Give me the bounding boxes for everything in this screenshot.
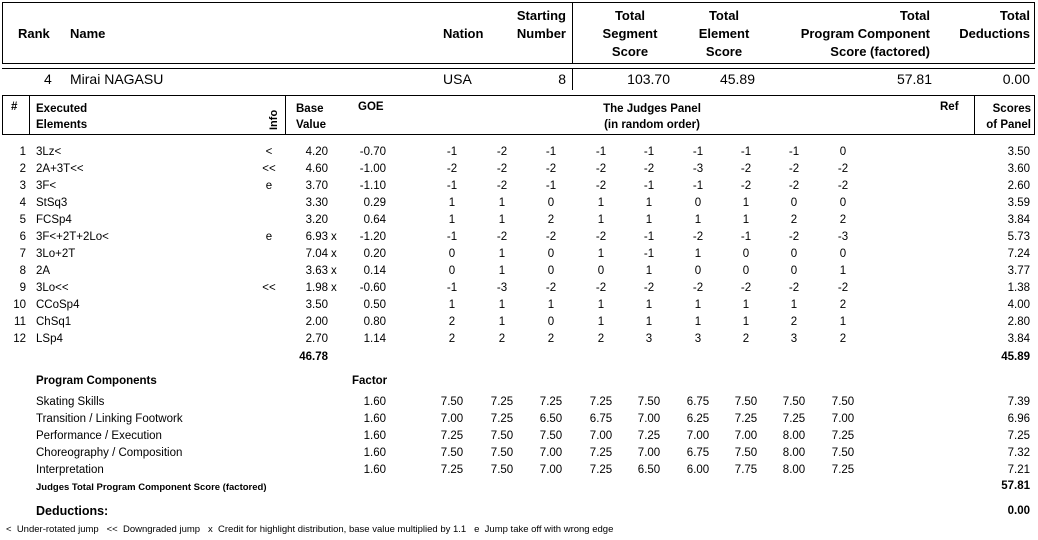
component-judge-score: 7.25 (490, 413, 514, 425)
component-judge-score: 7.00 (831, 413, 855, 425)
element-judge-score: -3 (837, 231, 849, 243)
element-judge-score: -2 (837, 180, 849, 192)
component-judge-score: 7.50 (440, 396, 464, 408)
element-panel-score: 3.84 (1007, 333, 1030, 345)
components-title: Program Components (36, 375, 157, 387)
component-judge-score: 8.00 (782, 464, 806, 476)
element-judge-score: 0 (547, 197, 555, 209)
element-judge-score: -2 (595, 282, 607, 294)
header-starting-number: Starting Number (516, 8, 566, 41)
component-judge-score: 7.00 (734, 430, 758, 442)
element-judge-score: 0 (547, 316, 555, 328)
element-name: 3Lo<< (36, 282, 69, 294)
component-name: Performance / Execution (36, 430, 162, 442)
element-judge-score: 1 (547, 299, 555, 311)
skater-nation: USA (443, 71, 472, 87)
element-judge-score: 0 (694, 265, 702, 277)
component-judge-score: 7.25 (831, 464, 855, 476)
element-panel-score: 3.77 (1007, 265, 1030, 277)
component-name: Interpretation (36, 464, 104, 476)
component-judge-score: 7.25 (831, 430, 855, 442)
element-panel-score: 1.38 (1007, 282, 1030, 294)
element-judge-score: -2 (496, 146, 508, 158)
component-panel-score: 7.25 (1007, 430, 1030, 442)
elements-total-scores: 45.89 (1001, 351, 1030, 363)
element-judge-score: 2 (790, 316, 798, 328)
element-judge-score: 0 (790, 265, 798, 277)
element-judge-score: 0 (448, 248, 456, 260)
element-base-value: 3.63 (305, 265, 328, 277)
element-judge-score: 3 (790, 333, 798, 345)
pcs-total-label: Judges Total Program Component Score (factored) (36, 482, 267, 493)
element-goe: -0.60 (359, 282, 386, 294)
element-judge-score: -2 (643, 163, 655, 175)
element-goe: 1.14 (363, 333, 386, 345)
element-judge-score: 3 (645, 333, 653, 345)
element-base-value: 6.93 (305, 231, 328, 243)
element-info: << (262, 282, 276, 294)
element-name: 2A+3T<< (36, 163, 84, 175)
element-base-value: 3.20 (305, 214, 328, 226)
element-judge-score: 2 (547, 333, 555, 345)
component-judge-score: 8.00 (782, 430, 806, 442)
element-judge-score: -1 (643, 180, 655, 192)
element-judge-score: 1 (597, 316, 605, 328)
element-judge-score: 1 (498, 248, 506, 260)
element-base-value: 7.04 (305, 248, 328, 260)
element-number: 4 (19, 197, 26, 209)
element-judge-score: 1 (448, 299, 456, 311)
element-base-value: 2.70 (305, 333, 328, 345)
eh-div-2 (285, 95, 286, 135)
element-number: 2 (19, 163, 26, 175)
element-judge-score: -2 (788, 282, 800, 294)
element-judge-score: 1 (498, 316, 506, 328)
component-judge-score: 7.25 (589, 464, 613, 476)
component-factor: 1.60 (363, 447, 386, 459)
element-number: 8 (19, 265, 26, 277)
deductions-value: 0.00 (1007, 505, 1030, 517)
component-judge-score: 6.75 (589, 413, 613, 425)
element-goe: 0.64 (363, 214, 386, 226)
component-panel-score: 7.39 (1007, 396, 1030, 408)
component-judge-score: 7.50 (734, 447, 758, 459)
eh-div-1 (29, 95, 30, 135)
element-judge-score: 3 (694, 333, 702, 345)
element-judge-score: -1 (788, 146, 800, 158)
element-judge-score: -2 (788, 231, 800, 243)
element-judge-score: 0 (694, 197, 702, 209)
component-judge-score: 7.25 (440, 464, 464, 476)
element-name: 2A (36, 265, 51, 277)
component-judge-score: 6.75 (686, 447, 710, 459)
element-judge-score: -1 (545, 180, 557, 192)
element-judge-score: -2 (595, 163, 607, 175)
element-panel-score: 3.59 (1007, 197, 1030, 209)
component-judge-score: 7.50 (440, 447, 464, 459)
element-judge-score: 0 (448, 265, 456, 277)
skater-tss: 103.70 (627, 71, 670, 87)
element-judge-score: 1 (839, 265, 847, 277)
skater-row-divider (572, 68, 573, 90)
element-judge-score: -2 (496, 163, 508, 175)
element-judge-score: -1 (692, 180, 704, 192)
skater-deductions: 0.00 (1002, 71, 1030, 87)
element-name: 3Lz< (36, 146, 62, 158)
element-judge-score: -2 (788, 180, 800, 192)
element-bonus-flag: x (331, 265, 337, 277)
component-name: Transition / Linking Footwork (36, 413, 183, 425)
skater-starting-number: 8 (558, 71, 566, 87)
element-goe: -0.70 (359, 146, 386, 158)
element-judge-score: 1 (597, 299, 605, 311)
element-judge-score: 2 (742, 333, 750, 345)
element-judge-score: 1 (645, 214, 653, 226)
component-factor: 1.60 (363, 413, 386, 425)
component-judge-score: 7.00 (539, 464, 563, 476)
component-judge-score: 7.25 (589, 447, 613, 459)
element-judge-score: -2 (545, 282, 557, 294)
element-bonus-flag: x (331, 282, 337, 294)
eh-scores-of-panel: Scores of Panel (986, 103, 1031, 131)
element-judge-score: 0 (839, 197, 847, 209)
element-judge-score: -2 (595, 231, 607, 243)
skater-rank: 4 (44, 71, 52, 87)
component-judge-score: 7.25 (440, 430, 464, 442)
element-info: << (262, 163, 276, 175)
element-info: e (265, 231, 273, 243)
element-judge-score: 1 (790, 299, 798, 311)
element-judge-score: -2 (740, 282, 752, 294)
element-judge-score: -2 (545, 163, 557, 175)
element-base-value: 3.50 (305, 299, 328, 311)
element-judge-score: 2 (498, 333, 506, 345)
component-judge-score: 7.25 (490, 396, 514, 408)
component-factor: 1.60 (363, 396, 386, 408)
element-judge-score: 1 (839, 316, 847, 328)
header-total-deductions: Total Deductions (959, 8, 1030, 41)
element-number: 10 (13, 299, 26, 311)
element-number: 6 (19, 231, 26, 243)
component-panel-score: 7.32 (1007, 447, 1030, 459)
element-judge-score: 1 (498, 299, 506, 311)
component-name: Choreography / Composition (36, 447, 183, 459)
element-judge-score: -1 (446, 231, 458, 243)
element-judge-score: -2 (837, 282, 849, 294)
element-judge-score: 2 (448, 316, 456, 328)
element-judge-score: -1 (446, 282, 458, 294)
element-number: 5 (19, 214, 26, 226)
component-judge-score: 8.00 (782, 447, 806, 459)
element-judge-score: -1 (595, 146, 607, 158)
element-panel-score: 3.84 (1007, 214, 1030, 226)
element-base-value: 3.70 (305, 180, 328, 192)
eh-goe: GOE (358, 101, 384, 113)
element-name: 3F< (36, 180, 57, 192)
component-judge-score: 6.75 (686, 396, 710, 408)
element-info: < (265, 146, 273, 158)
element-judge-score: 1 (448, 197, 456, 209)
element-judge-score: 0 (742, 265, 750, 277)
header-total-segment-score: Total Segment Score (602, 8, 658, 59)
component-judge-score: 7.00 (539, 447, 563, 459)
element-judge-score: -1 (643, 231, 655, 243)
eh-info: Info (268, 109, 280, 130)
element-judge-score: -1 (545, 146, 557, 158)
element-judge-score: -2 (740, 163, 752, 175)
component-judge-score: 7.50 (539, 430, 563, 442)
component-judge-score: 7.00 (440, 413, 464, 425)
component-panel-score: 6.96 (1007, 413, 1030, 425)
element-judge-score: -2 (595, 180, 607, 192)
element-panel-score: 5.73 (1007, 231, 1030, 243)
element-judge-score: 2 (839, 299, 847, 311)
component-judge-score: 7.25 (734, 413, 758, 425)
element-judge-score: 1 (498, 214, 506, 226)
eh-judges-panel: The Judges Panel (in random order) (603, 103, 701, 131)
skater-name: Mirai NAGASU (70, 71, 164, 87)
element-judge-score: 1 (742, 299, 750, 311)
element-judge-score: -1 (643, 248, 655, 260)
element-judge-score: 1 (694, 316, 702, 328)
element-base-value: 3.30 (305, 197, 328, 209)
component-name: Skating Skills (36, 396, 105, 408)
component-judge-score: 7.50 (490, 464, 514, 476)
element-name: ChSq1 (36, 316, 72, 328)
element-bonus-flag: x (331, 248, 337, 260)
component-judge-score: 7.00 (637, 413, 661, 425)
component-judge-score: 7.00 (589, 430, 613, 442)
component-judge-score: 7.50 (782, 396, 806, 408)
element-number: 3 (19, 180, 26, 192)
component-factor: 1.60 (363, 464, 386, 476)
element-goe: 0.14 (363, 265, 386, 277)
element-panel-score: 7.24 (1007, 248, 1030, 260)
element-judge-score: 1 (645, 316, 653, 328)
component-judge-score: 7.25 (539, 396, 563, 408)
element-judge-score: 1 (694, 248, 702, 260)
header-total-element-score: Total Element Score (698, 8, 750, 59)
element-name: 3Lo+2T (36, 248, 76, 260)
element-judge-score: 1 (645, 197, 653, 209)
header-program-component-score: Total Program Component Score (factored) (800, 8, 930, 59)
element-judge-score: -3 (692, 163, 704, 175)
header-divider (572, 2, 573, 64)
element-judge-score: -1 (740, 146, 752, 158)
element-judge-score: 1 (498, 265, 506, 277)
component-judge-score: 7.75 (734, 464, 758, 476)
element-judge-score: -1 (643, 146, 655, 158)
element-judge-score: 2 (547, 214, 555, 226)
element-name: LSp4 (36, 333, 63, 345)
element-number: 12 (13, 333, 26, 345)
element-judge-score: 0 (790, 197, 798, 209)
component-judge-score: 7.00 (637, 447, 661, 459)
element-judge-score: 2 (448, 333, 456, 345)
element-judge-score: 1 (597, 197, 605, 209)
component-judge-score: 7.50 (831, 396, 855, 408)
element-info: e (265, 180, 273, 192)
element-goe: 0.50 (363, 299, 386, 311)
element-goe: -1.20 (359, 231, 386, 243)
element-panel-score: 4.00 (1007, 299, 1030, 311)
element-panel-score: 2.80 (1007, 316, 1030, 328)
eh-executed-elements: Executed Elements (36, 103, 88, 131)
element-goe: 0.80 (363, 316, 386, 328)
element-goe: -1.10 (359, 180, 386, 192)
component-judge-score: 7.50 (734, 396, 758, 408)
component-judge-score: 7.25 (589, 396, 613, 408)
skater-pcs: 57.81 (896, 71, 932, 87)
element-judge-score: -2 (446, 163, 458, 175)
element-goe: 0.20 (363, 248, 386, 260)
component-factor: 1.60 (363, 430, 386, 442)
element-judge-score: 2 (839, 214, 847, 226)
eh-num: # (11, 101, 18, 113)
element-judge-score: 1 (597, 214, 605, 226)
skater-tes: 45.89 (719, 71, 755, 87)
element-judge-score: 0 (547, 248, 555, 260)
element-judge-score: -2 (545, 231, 557, 243)
element-judge-score: 1 (448, 214, 456, 226)
element-judge-score: -3 (496, 282, 508, 294)
component-judge-score: 7.50 (490, 447, 514, 459)
element-judge-score: 0 (790, 248, 798, 260)
element-number: 11 (14, 316, 26, 328)
eh-base-value: Base Value (296, 103, 327, 131)
element-judge-score: 1 (742, 214, 750, 226)
component-judge-score: 7.25 (782, 413, 806, 425)
element-number: 9 (19, 282, 26, 294)
components-factor-header: Factor (352, 375, 388, 387)
header-nation: Nation (443, 26, 484, 41)
component-judge-score: 7.25 (637, 430, 661, 442)
legend: < Under-rotated jump << Downgraded jump x Credit for highlight distribution, base value multiplied by 1.1 e Jump take off with wrong edge (6, 524, 614, 535)
component-judge-score: 7.50 (831, 447, 855, 459)
element-panel-score: 3.50 (1007, 146, 1030, 158)
element-judge-score: -1 (446, 146, 458, 158)
element-goe: -1.00 (359, 163, 386, 175)
element-judge-score: 1 (742, 316, 750, 328)
element-judge-score: -2 (837, 163, 849, 175)
element-name: CCoSp4 (36, 299, 80, 311)
element-judge-score: 0 (597, 265, 605, 277)
element-goe: 0.29 (363, 197, 386, 209)
component-judge-score: 6.00 (686, 464, 710, 476)
deductions-label: Deductions: (36, 504, 109, 518)
element-judge-score: -1 (446, 180, 458, 192)
element-judge-score: 0 (839, 146, 847, 158)
element-judge-score: -1 (692, 146, 704, 158)
element-judge-score: 1 (498, 197, 506, 209)
element-panel-score: 2.60 (1007, 180, 1030, 192)
component-judge-score: 7.00 (686, 430, 710, 442)
component-judge-score: 6.50 (539, 413, 563, 425)
element-judge-score: 0 (839, 248, 847, 260)
element-base-value: 4.60 (305, 163, 328, 175)
element-judge-score: -2 (643, 282, 655, 294)
element-judge-score: -2 (740, 180, 752, 192)
component-panel-score: 7.21 (1007, 464, 1030, 476)
element-bonus-flag: x (331, 231, 337, 243)
element-judge-score: -2 (692, 282, 704, 294)
element-number: 7 (19, 248, 26, 260)
element-judge-score: 1 (694, 214, 702, 226)
header-name: Name (70, 26, 106, 41)
skater-row-top-line (2, 68, 1035, 69)
elements-total-base-value: 46.78 (299, 351, 328, 363)
element-judge-score: 2 (790, 214, 798, 226)
element-judge-score: 0 (742, 248, 750, 260)
element-judge-score: 1 (597, 248, 605, 260)
element-name: FCSp4 (36, 214, 72, 226)
element-judge-score: 1 (742, 197, 750, 209)
element-judge-score: -1 (740, 231, 752, 243)
element-number: 1 (19, 146, 26, 158)
elements-header-box (2, 95, 1035, 135)
element-judge-score: 1 (645, 299, 653, 311)
element-judge-score: 1 (694, 299, 702, 311)
element-judge-score: -2 (496, 231, 508, 243)
header-rank: Rank (18, 26, 50, 41)
element-name: StSq3 (36, 197, 68, 209)
element-base-value: 2.00 (305, 316, 328, 328)
element-name: 3F<+2T+2Lo< (36, 231, 109, 243)
element-base-value: 4.20 (305, 146, 328, 158)
element-judge-score: 2 (839, 333, 847, 345)
element-judge-score: 2 (597, 333, 605, 345)
element-base-value: 1.98 (305, 282, 328, 294)
eh-ref: Ref (940, 101, 959, 113)
component-judge-score: 6.50 (637, 464, 661, 476)
element-judge-score: 1 (645, 265, 653, 277)
element-judge-score: -2 (496, 180, 508, 192)
pcs-total-value: 57.81 (1001, 480, 1030, 492)
element-judge-score: 0 (547, 265, 555, 277)
element-panel-score: 3.60 (1007, 163, 1030, 175)
component-judge-score: 7.50 (637, 396, 661, 408)
component-judge-score: 7.50 (490, 430, 514, 442)
element-judge-score: -2 (692, 231, 704, 243)
element-judge-score: -2 (788, 163, 800, 175)
component-judge-score: 6.25 (686, 413, 710, 425)
